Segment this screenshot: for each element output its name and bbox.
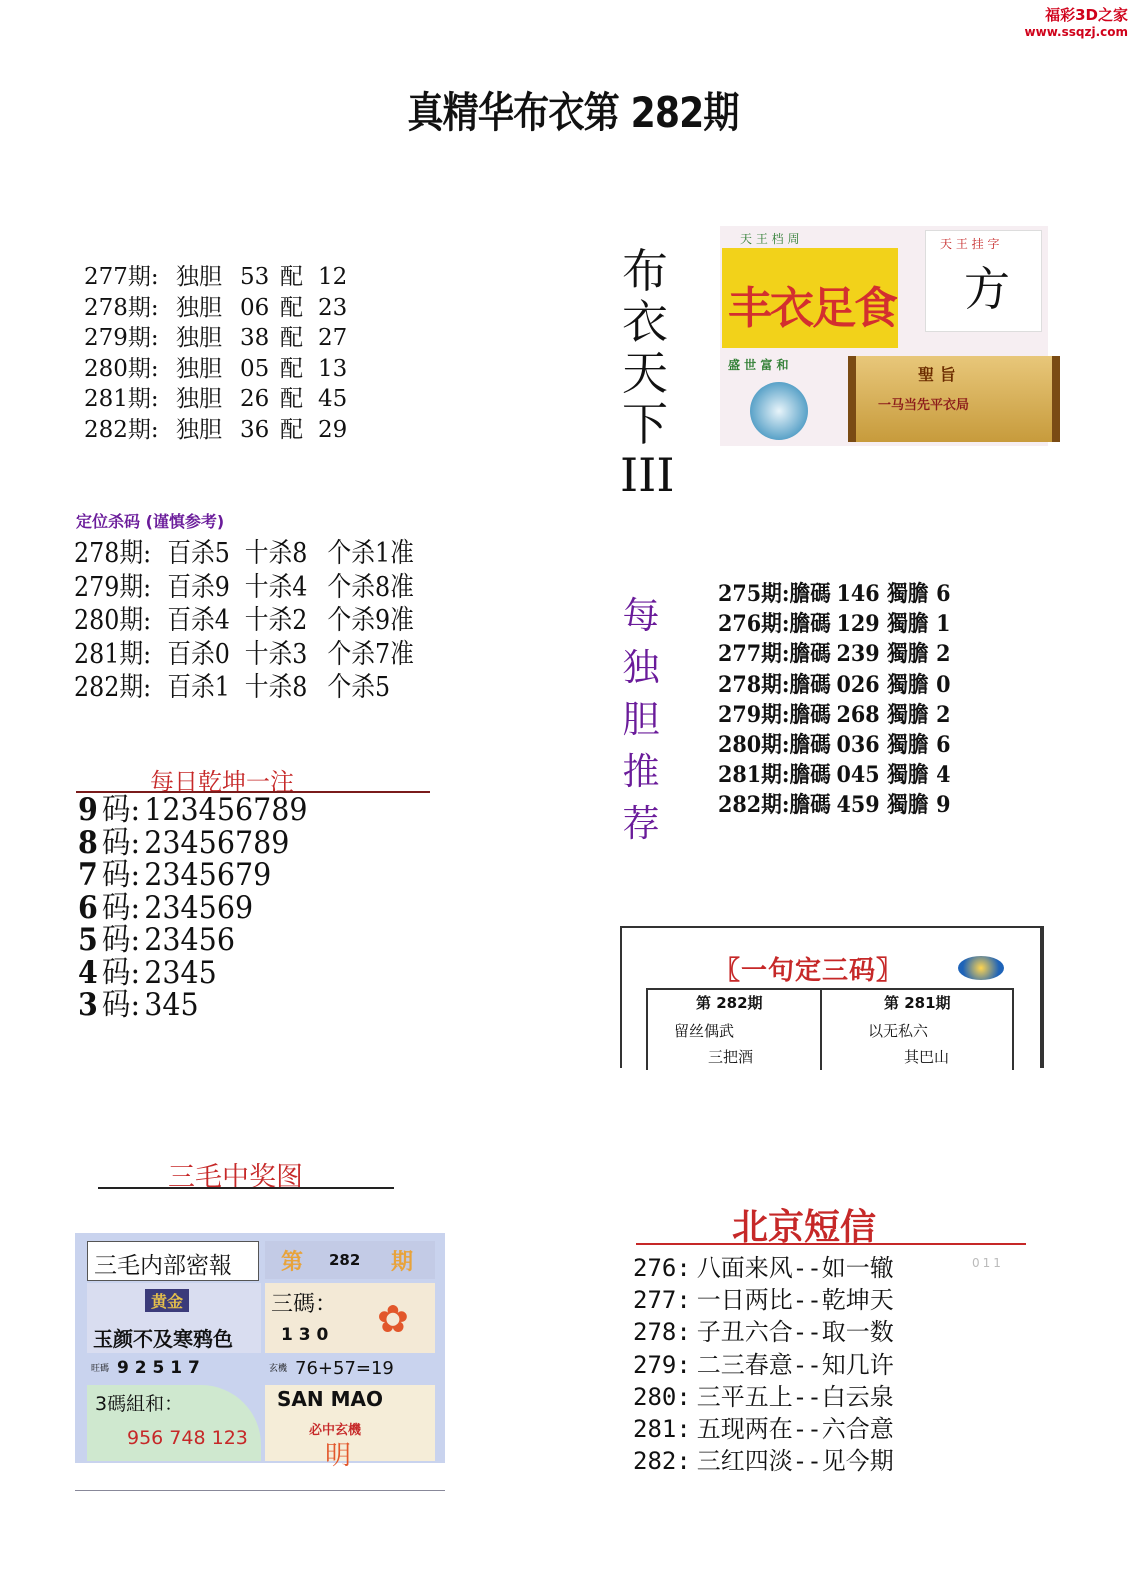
- dudan-number: 05: [240, 355, 270, 382]
- beijing-corner: 011: [972, 1256, 1004, 1270]
- ermao-gold-cell: [87, 1283, 261, 1353]
- qiankun-digits: 234569: [144, 889, 254, 926]
- qiankun-digits: 2345: [144, 954, 217, 991]
- dingwei-bai: 百杀9: [167, 571, 230, 603]
- ermao-brand-cell: [265, 1385, 435, 1471]
- dingwei-period: 282期:: [74, 672, 152, 703]
- meidudan-label2: 獨膽: [887, 581, 929, 607]
- meidudan-period: 275期:: [718, 581, 790, 607]
- dingwei-shi: 十杀2: [244, 605, 308, 636]
- dudan-label: 独胆: [176, 355, 222, 382]
- watermark-name: 福彩3D之家: [1045, 6, 1128, 24]
- qiankun-row: [78, 824, 308, 861]
- buyi-vertical-title: [620, 244, 675, 502]
- yiju-col-divider: [820, 990, 822, 1070]
- qiankun-unit: 码:: [101, 954, 141, 991]
- yiju-col1-head: 第 282期: [696, 994, 763, 1012]
- dingwei-shi: 十杀8: [244, 672, 308, 703]
- beijing-row: [633, 1413, 894, 1445]
- buyi-vertical-char: III: [620, 448, 675, 502]
- dudan-sep: 配: [280, 355, 303, 382]
- meidudan-code: 239: [836, 641, 880, 668]
- meidudan-period: 277期:: [718, 641, 790, 668]
- dudan-number: 36: [240, 416, 270, 443]
- meidudan-vertical-char: 荐: [622, 802, 660, 845]
- meidudan-code: 036: [836, 732, 880, 759]
- beijing-row: [633, 1252, 894, 1284]
- buyi-banner-text: 丰衣足食: [728, 283, 896, 334]
- meidudan-digit: 0: [936, 671, 951, 698]
- meidudan-period: 278期:: [718, 671, 790, 698]
- dudan-row: [84, 384, 358, 415]
- buyi-scroll: [848, 356, 1060, 442]
- beijing-period: 279:: [633, 1350, 691, 1379]
- qiankun-row: [78, 794, 308, 827]
- dingwei-row: [74, 604, 424, 638]
- meidudan-label2: 獨膽: [887, 611, 929, 638]
- qiankun-unit: 码:: [101, 987, 141, 1023]
- dudan-sep: 配: [280, 294, 303, 321]
- dudan-period: 281期:: [84, 386, 159, 412]
- meidudan-code: 026: [836, 671, 880, 698]
- dingwei-ge: 个杀5: [327, 672, 391, 703]
- ermao-period-label: 第: [281, 1250, 304, 1275]
- qiankun-digits: 123456789: [144, 792, 308, 828]
- meidudan-code: 045: [836, 762, 880, 789]
- dingwei-ge: 个杀1准: [327, 538, 414, 569]
- dingwei-shi: 十杀8: [244, 538, 308, 569]
- meidudan-label: 膽碼: [789, 611, 831, 638]
- dudan-label: 独胆: [176, 386, 222, 412]
- qiankun-unit: 码:: [101, 857, 141, 893]
- beijing-text: 二三春意--知几许: [696, 1350, 894, 1379]
- qiankun-row: [78, 989, 308, 1022]
- dudan-period: 277期:: [84, 264, 159, 290]
- dingwei-shi: 十杀3: [244, 638, 308, 670]
- yiju-col2-head: 第 281期: [884, 994, 951, 1012]
- dingwei-ge: 个杀9准: [327, 605, 414, 636]
- qiankun-list: [78, 794, 308, 1022]
- dudan-number: 38: [240, 325, 270, 351]
- meidudan-row: [718, 790, 950, 820]
- ermao-zuhe: 956 748 123: [127, 1427, 248, 1449]
- buyi-top-left: 天 王 档 周: [740, 232, 800, 246]
- meidudan-label: 膽碼: [789, 671, 831, 698]
- flower-icon: ✿: [377, 1297, 409, 1341]
- ermao-sanma: 1 3 0: [281, 1325, 329, 1345]
- meidudan-digit: 6: [936, 581, 951, 607]
- beijing-row: [633, 1284, 894, 1316]
- beijing-list: [633, 1252, 894, 1477]
- meidudan-digit: 2: [936, 701, 951, 728]
- beijing-row: [633, 1445, 894, 1477]
- dudan-sep: 配: [280, 386, 303, 412]
- meidudan-vertical-char: 推: [622, 750, 660, 793]
- qiankun-row: [78, 889, 308, 926]
- dingwei-list: [74, 537, 424, 705]
- beijing-text: 子丑六合--取一数: [696, 1318, 894, 1347]
- qiankun-count: 3: [78, 987, 98, 1023]
- dudan-row: [84, 262, 358, 293]
- meidudan-row: [718, 609, 950, 639]
- beijing-row: [633, 1349, 894, 1381]
- meidudan-row: [718, 639, 950, 669]
- meidudan-label: 膽碼: [789, 581, 831, 607]
- dingwei-row: [74, 671, 424, 705]
- ermao-divider: [98, 1187, 394, 1189]
- dudan-pair: 45: [318, 386, 348, 412]
- yiju-col2-line1: 以无私六: [868, 1022, 929, 1040]
- buyi-scroll-text: 一马当先平衣局: [878, 398, 970, 413]
- qiankun-row: [78, 859, 308, 892]
- meidudan-digit: 9: [936, 792, 951, 819]
- beijing-row: [633, 1381, 894, 1413]
- dingwei-period: 278期:: [74, 538, 152, 569]
- qiankun-digits: 2345679: [144, 857, 272, 893]
- dudan-row: [84, 354, 358, 385]
- yiju-badge-icon: [958, 956, 1004, 980]
- yiju-col1-line1: 留丝偶武: [674, 1022, 735, 1040]
- ermao-xuan-cell: [265, 1357, 435, 1381]
- meidudan-code: 129: [836, 611, 880, 638]
- beijing-period: 276:: [633, 1254, 691, 1282]
- buyi-vertical-char: 天: [622, 346, 668, 400]
- qiankun-count: 9: [78, 792, 98, 828]
- meidudan-row: [718, 700, 950, 730]
- dingwei-period: 280期:: [74, 605, 152, 636]
- dudan-row: [84, 323, 358, 354]
- beijing-text: 三平五上--白云泉: [696, 1382, 894, 1411]
- beijing-heading: 北京短信: [732, 1207, 877, 1248]
- buyi-vertical-char: 布: [622, 244, 668, 298]
- dingwei-ge: 个杀7准: [327, 638, 414, 670]
- dudan-label: 独胆: [176, 264, 222, 290]
- qiankun-digits: 23456789: [144, 824, 290, 861]
- ermao-sanma-label: 三碼：: [271, 1292, 338, 1317]
- dingwei-bai: 百杀0: [167, 638, 230, 670]
- buyi-side-panel: [925, 230, 1042, 332]
- meidudan-code: 459: [836, 792, 880, 819]
- meidudan-label2: 獨膽: [887, 641, 929, 668]
- meidudan-label2: 獨膽: [887, 792, 929, 819]
- beijing-period: 281:: [633, 1415, 691, 1444]
- dudan-period: 278期:: [84, 294, 159, 321]
- dudan-pair: 12: [318, 264, 348, 290]
- beijing-divider: [636, 1243, 1026, 1245]
- qiankun-unit: 码:: [101, 792, 141, 828]
- page-title: 真精华布衣第 282期: [407, 88, 739, 137]
- buyi-banner: [722, 248, 898, 348]
- ermao-bottom-line: [75, 1490, 445, 1491]
- meidudan-row: [718, 760, 950, 790]
- beijing-text: 一日两比--乾坤天: [696, 1286, 894, 1315]
- meidudan-period: 281期:: [718, 762, 790, 789]
- dudan-period: 279期:: [84, 325, 159, 351]
- dingwei-bai: 百杀5: [167, 538, 230, 569]
- dingwei-period: 279期:: [74, 571, 152, 603]
- dingwei-row: [74, 571, 424, 605]
- ermao-title-cell: [87, 1241, 259, 1281]
- ermao-phrase: 玉颜不及寒鸦色: [93, 1327, 233, 1351]
- dudan-label: 独胆: [176, 416, 222, 443]
- meidudan-vertical-char: 独: [622, 646, 660, 689]
- meidudan-period: 276期:: [718, 611, 790, 638]
- qiankun-row: [78, 924, 308, 957]
- ermao-period: 282: [329, 1251, 361, 1269]
- qiankun-digits: 23456: [144, 922, 235, 958]
- meidudan-label: 膽碼: [789, 641, 831, 668]
- beijing-row: [633, 1316, 894, 1348]
- ermao-wang: 9 2 5 1 7: [117, 1358, 200, 1378]
- yiju-col1-line2: 三把酒: [708, 1048, 754, 1066]
- dudan-row: [84, 293, 358, 324]
- buyi-scroll-title: 聖 旨: [918, 365, 956, 384]
- dudan-label: 独胆: [176, 325, 222, 351]
- meidudan-label: 膽碼: [789, 732, 831, 759]
- buyi-vertical-char: 下: [622, 397, 668, 451]
- dudan-label: 独胆: [176, 294, 222, 321]
- beijing-period: 280:: [633, 1382, 691, 1411]
- meidudan-label2: 獨膽: [887, 732, 929, 759]
- meidudan-row: [718, 670, 950, 700]
- meidudan-digit: 1: [936, 611, 951, 638]
- meidudan-period: 280期:: [718, 732, 790, 759]
- ermao-wang-cell: [87, 1357, 261, 1381]
- qiankun-count: 5: [78, 922, 98, 958]
- ermao-zuhe-cell: [87, 1385, 261, 1461]
- qiankun-unit: 码:: [101, 889, 141, 926]
- meidudan-vertical-title: [618, 590, 664, 850]
- yiju-heading: 〖一句定三码〗: [714, 956, 904, 986]
- dudan-number: 26: [240, 386, 270, 412]
- meidudan-label: 膽碼: [789, 762, 831, 789]
- qiankun-heading: 每日乾坤一注: [150, 768, 294, 796]
- meidudan-label: 膽碼: [789, 701, 831, 728]
- qiankun-count: 6: [78, 889, 98, 926]
- buyi-bottom-left: 盛 世 富 和: [728, 358, 789, 372]
- beijing-text: 八面来风--如一辙: [696, 1254, 894, 1282]
- dingwei-shi: 十杀4: [244, 571, 308, 603]
- dudan-pair: 27: [318, 325, 348, 351]
- meidudan-digit: 2: [936, 641, 951, 668]
- buyi-emblem-icon: [750, 382, 808, 440]
- meidudan-code: 146: [836, 581, 880, 607]
- yiju-box: [620, 926, 1044, 1068]
- dudan-pair: 29: [318, 416, 348, 443]
- ermao-box: [75, 1233, 445, 1471]
- yiju-table: [646, 988, 1014, 1070]
- meidudan-label2: 獨膽: [887, 701, 929, 728]
- dudan-sep: 配: [280, 264, 303, 290]
- dudan-row: [84, 415, 358, 446]
- ermao-xuan: 76+57=19: [295, 1358, 394, 1379]
- meidudan-period: 279期:: [718, 701, 790, 728]
- dingwei-period: 281期:: [74, 638, 152, 670]
- dudan-pair: 23: [318, 294, 348, 321]
- ermao-gold: 黄金: [145, 1289, 189, 1312]
- ermao-brand-sub: 必中玄機: [309, 1423, 362, 1438]
- ermao-period-suffix: 期: [391, 1250, 414, 1275]
- beijing-text: 五现两在--六合意: [696, 1415, 894, 1444]
- buyi-vertical-char: 衣: [622, 295, 668, 349]
- dudan-number: 53: [240, 264, 270, 290]
- dingwei-ge: 个杀8准: [327, 571, 414, 603]
- meidudan-digit: 4: [936, 762, 951, 789]
- site-watermark: [1025, 4, 1128, 39]
- qiankun-row: [78, 954, 308, 991]
- meidudan-period: 282期:: [718, 792, 790, 819]
- buyi-top-right: 天 王 挂 字: [940, 237, 1000, 251]
- meidudan-label2: 獨膽: [887, 671, 929, 698]
- meidudan-code: 268: [836, 701, 880, 728]
- meidudan-row: [718, 579, 950, 609]
- ermao-brand: SAN MAO: [277, 1387, 383, 1411]
- beijing-text: 三红四淡--见今期: [696, 1447, 894, 1476]
- qiankun-count: 8: [78, 824, 98, 861]
- beijing-period: 278:: [633, 1318, 691, 1347]
- ermao-wang-label: 旺碼: [91, 1364, 110, 1374]
- dingwei-heading: 定位杀码 (谨慎参考): [76, 512, 225, 531]
- meidudan-label: 膽碼: [789, 792, 831, 819]
- ermao-title: 三毛内部密報: [94, 1253, 232, 1279]
- ermao-ming: 明: [325, 1441, 352, 1471]
- dudan-period: 282期:: [84, 416, 159, 443]
- dingwei-row: [74, 537, 424, 571]
- beijing-period: 277:: [633, 1286, 691, 1315]
- meidudan-row: [718, 730, 950, 760]
- ermao-xuan-label: 玄機: [269, 1364, 288, 1374]
- buyi-glyph: 方: [964, 262, 1010, 316]
- meidudan-vertical-char: 胆: [622, 698, 660, 741]
- dingwei-bai: 百杀1: [167, 672, 230, 703]
- meidudan-list: [718, 579, 950, 821]
- buyi-image: [720, 226, 1048, 446]
- dudan-period: 280期:: [84, 355, 159, 382]
- ermao-sanma-cell: [265, 1283, 435, 1353]
- meidudan-digit: 6: [936, 732, 951, 759]
- watermark-url: www.ssqzj.com: [1024, 25, 1128, 39]
- qiankun-count: 7: [78, 857, 98, 893]
- dingwei-bai: 百杀4: [167, 605, 230, 636]
- ermao-zuhe-label: 3碼組和：: [95, 1393, 184, 1415]
- qiankun-unit: 码:: [101, 824, 141, 861]
- dudan-number: 06: [240, 294, 270, 321]
- qiankun-unit: 码:: [101, 922, 141, 958]
- dudan-list: [84, 262, 358, 445]
- dudan-pair: 13: [318, 355, 348, 382]
- yiju-col2-line2: 其巴山: [904, 1048, 950, 1066]
- dudan-sep: 配: [280, 325, 303, 351]
- ermao-period-cell: [265, 1241, 435, 1279]
- beijing-period: 282:: [633, 1447, 691, 1476]
- dingwei-row: [74, 638, 424, 672]
- dudan-sep: 配: [280, 416, 303, 443]
- qiankun-digits: 345: [144, 987, 199, 1023]
- qiankun-count: 4: [78, 954, 98, 991]
- meidudan-label2: 獨膽: [887, 762, 929, 789]
- meidudan-vertical-char: 每: [622, 594, 660, 637]
- ermao-heading: 三毛中奖图: [168, 1162, 303, 1193]
